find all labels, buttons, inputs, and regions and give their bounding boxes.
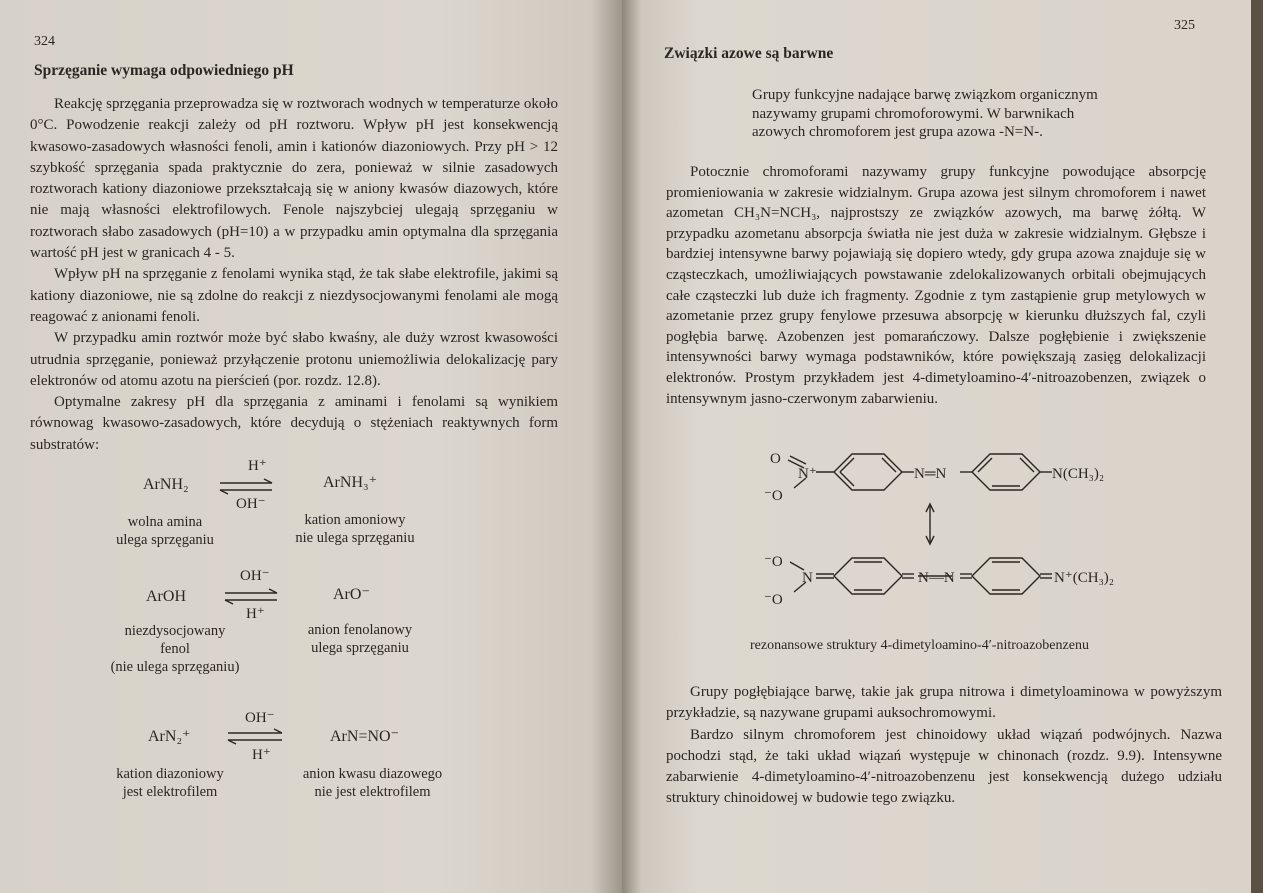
bottom-ring-2 (972, 558, 1040, 594)
closing-paragraph-1: Grupy pogłębiające barwę, takie jak grupa nitrowa i dimetyloaminowa w powyższym przykładzie, są nazywane grupami auksochromowymi. (666, 684, 1222, 722)
eq3-left-species: ArN₂⁺ (148, 728, 191, 745)
eq3-equilibrium-arrows (224, 728, 286, 746)
top-azo: N═N (914, 466, 947, 482)
top-amine: N(CH₃)₂ (1052, 466, 1105, 482)
eq2-bottom-reagent: H⁺ (246, 606, 265, 622)
left-paragraph-1: Reakcję sprzęgania przeprowadza się w roztworach wodnych w temperaturze około 0°C. Powodzenie reakcji zależy od pH roztworu. Wpływ pH jest konsekwencją kwasowo-zasadowych własności fenoli, amin i kationów diazoniowych. Przy pH > 12 szybkość sprzęgania spada praktycznie do zera, ponieważ w silnie zasadowych roztworach kationy diazoniowe przekształcają się w aniony kwasów diazowych, które nie mają własności elektrofilowych. Fenole najszybciej ulegają sprzęganiu w roztworach słabo zasadowych (pH=10) a w przypadku amin optymalna dla sprzęgania wartość pH jest w granicach 4 - 5. (30, 96, 558, 262)
eq3-right-species: ArN=NO⁻ (330, 728, 400, 745)
eq1-top-reagent: H⁺ (248, 458, 267, 474)
book-edge (1251, 0, 1263, 893)
eq1-left-species: ArNH₂ (143, 476, 189, 493)
right-heading: Związki azowe są barwne (664, 45, 834, 62)
bottom-nitro-Ominus1: ⁻O (764, 554, 783, 570)
bottom-azo: N—N (918, 570, 955, 586)
right-body-text (666, 162, 1206, 409)
right-intro: Grupy funkcyjne nadające barwę związkom organicznym nazywamy grupami chromoforowymi. W barwnikach azowych chromoforem jest grupa azowa -N=N-. (752, 87, 1098, 140)
left-body-text (30, 94, 558, 456)
top-nitro-Ominus: ⁻O (764, 488, 783, 504)
structure-caption: rezonansowe struktury 4-dimetyloamino-4′-nitroazobenzenu (750, 638, 1089, 653)
eq1-left-label: wolna amina ulega sprzęganiu (116, 514, 214, 548)
left-heading: Sprzęganie wymaga odpowiedniego pH (34, 62, 294, 79)
bottom-nitro-Ominus2: ⁻O (764, 592, 783, 608)
top-ring-2 (972, 454, 1040, 490)
eq2-top-reagent: OH⁻ (240, 568, 270, 584)
closing-paragraph-2: Bardzo silnym chromoforem jest chinoidowy układ wiązań podwójnych. Nazwa pochodzi stąd, że taki układ wiązań występuje w chinonach (rozdz. 9.9). Intensywne zabarwienie 4-dimetyloamino-4′-nitroazobenzenu jest konsekwencją dużego udziału struktury chinoidowej w budowie tego związku. (666, 726, 1222, 807)
bottom-amine: N⁺(CH₃)₂ (1054, 570, 1115, 586)
eq2-right-label: anion fenolanowy ulega sprzęganiu (307, 622, 413, 656)
eq3-top-reagent: OH⁻ (245, 710, 275, 726)
eq2-right-species: ArO⁻ (333, 586, 370, 603)
eq2-left-species: ArOH (146, 588, 186, 605)
eq1-right-label: kation amoniowy nie ulega sprzęganiu (295, 512, 415, 546)
eq3-right-label: anion kwasu diazowego nie jest elektrofilem (302, 766, 443, 800)
top-nitro-O: O (770, 451, 781, 467)
left-paragraph-4: Optymalne zakresy pH dla sprzęgania z aminami i fenolami są wynikiem równowag kwasowo-zasadowych, które decydują o stężeniach reaktywnych form substratów: (30, 394, 558, 453)
left-page (0, 0, 622, 893)
right-closing-text (666, 682, 1222, 810)
eq3-left-label: kation diazoniowy jest elektrofilem (116, 766, 224, 800)
page-number-left: 324 (34, 34, 55, 49)
resonance-structures-diagram (742, 448, 1142, 628)
right-paragraph: Potocznie chromoforami nazywamy grupy funkcyjne powodujące absorpcję promieniowania w zakresie widzialnym. Grupa azowa jest silnym chromoforem i nawet azometan CH₃N=NCH₃, najprostszy ze związków azowych, ma barwę żółtą. W przypadku azometanu absorpcja światła nie jest duża w zakresie widzialnym. Głębsze i bardziej intensywne barwy pojawiają się dopiero wtedy, gdy grupa azowa znajduje się w cząsteczkach, umożliwiających powstawanie zdelokalizowanych orbitali obejmujących całe cząsteczki lub duże ich fragmenty. Zgodnie z tym zastąpienie grup metylowych w azometanie przez grupy fenylowe przesuwa absorpcję w kierunku dłuższych fal, czyli pogłębia barwę. Azobenzen jest pomarańczowy. Dalsze pogłębienie i zwiększenie intensywności barwy wymaga podstawników, które powiększają zasięg delokalizacji elektronów. Prostym przykładem jest 4-dimetyloamino-4′-nitroazobenzen, związek o intensywnym jasno-czerwonym zabarwieniu. (666, 164, 1206, 407)
bottom-ring-1 (834, 558, 902, 594)
eq1-right-species: ArNH₃⁺ (323, 474, 378, 491)
left-paragraph-2: Wpływ pH na sprzęganie z fenolami wynika stąd, że tak słabe elektrofile, jakimi są kationy diazoniowe, nie są zdolne do reakcji z niezdysocjowanymi fenolami ale mogą reagować z anionami fenoli. (30, 266, 558, 325)
top-nitro-N: N⁺ (798, 466, 817, 482)
eq3-bottom-reagent: H⁺ (252, 747, 271, 763)
eq2-left-label: niezdysocjowany fenol (nie ulega sprzęganiu) (110, 623, 240, 675)
eq1-bottom-reagent: OH⁻ (236, 496, 266, 512)
bottom-nitro-N: N (802, 570, 813, 586)
top-ring-1 (834, 454, 902, 490)
right-page (622, 0, 1263, 893)
page-number-right: 325 (1174, 18, 1195, 33)
left-paragraph-3: W przypadku amin roztwór może być słabo kwaśny, ale duży wzrost kwasowości utrudnia sprzęganie, ponieważ przyłączenie protonu uniemożliwia delokalizację pary elektronów od atomu azotu na pierścień (por. rozdz. 12.8). (30, 330, 558, 389)
